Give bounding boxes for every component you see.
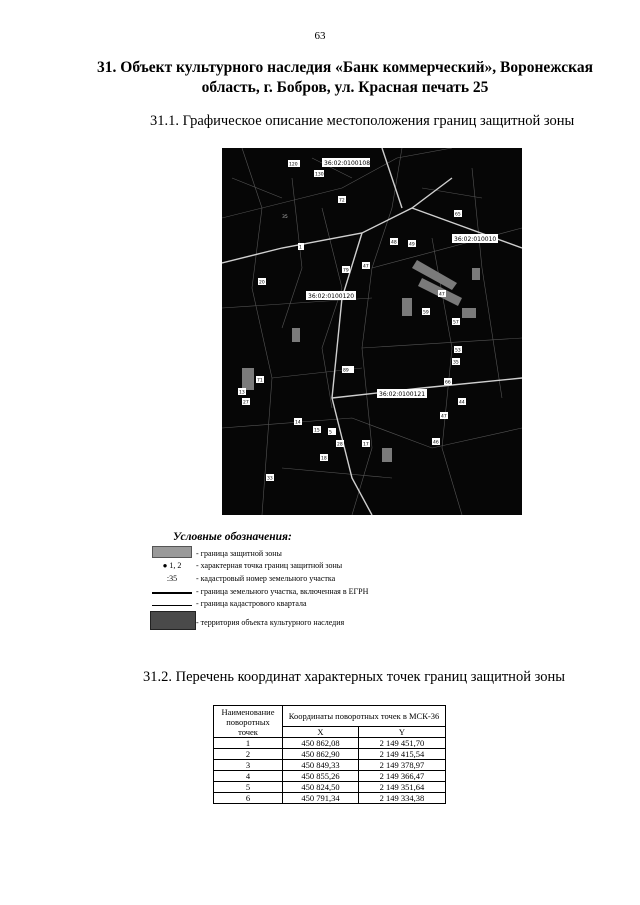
table-row <box>214 793 446 804</box>
legend-text: - кадастровый номер земельного участка <box>196 574 336 584</box>
coord-x: 450 791,34 <box>283 793 359 804</box>
legend-text: - граница защитной зоны <box>196 549 282 558</box>
header-x: X <box>283 727 359 738</box>
parcel-label: 35 <box>282 215 288 220</box>
quarter-label: 36:02:0100108 <box>324 160 371 167</box>
legend-symbol: :35 <box>166 574 178 584</box>
parcel-label: 71 <box>257 378 263 384</box>
legend-symbol: ● 1, 2 <box>162 561 182 571</box>
coord-y: 2 149 334,38 <box>358 793 445 804</box>
table-row <box>214 738 446 749</box>
title-line-1: 31. Объект культурного наследия «Банк коммерческий», Воронежская <box>97 59 593 76</box>
parcel-label: 72 <box>339 198 345 204</box>
parcel-label: 35 <box>453 360 459 366</box>
parcel-label: 15 <box>314 428 320 434</box>
quarter-labels <box>306 158 498 398</box>
parcel-label: 47 <box>441 414 447 420</box>
legend-item-zone-boundary <box>150 546 282 560</box>
legend-item-point <box>150 560 342 574</box>
parcel-label: 46 <box>433 440 439 446</box>
parcel-label: 20 <box>259 280 265 286</box>
legend-text: - граница земельного участка, включенная в ЕГРН <box>196 587 369 597</box>
legend-text: - характерная точка границ защитной зоны <box>196 561 343 571</box>
point-number: 5 <box>214 782 283 793</box>
parcel-label: 57 <box>453 320 459 326</box>
point-number: 6 <box>214 793 283 804</box>
point-number: 2 <box>214 749 283 760</box>
coord-x: 450 824,50 <box>283 782 359 793</box>
coord-y: 2 149 378,97 <box>358 760 445 771</box>
map-graphic <box>222 148 522 515</box>
parcel-label: 17 <box>363 442 369 448</box>
table-row <box>214 782 446 793</box>
legend-symbol <box>150 611 194 634</box>
legend-text: - территория объекта культурного наследия <box>196 617 345 627</box>
parcel-label: 44 <box>459 400 465 406</box>
coord-y: 2 149 415,54 <box>358 749 445 760</box>
legend-text: - граница кадастрового квартала <box>196 599 307 609</box>
parcel-label: 14 <box>295 420 301 426</box>
quarter-label: 36:02:010010 <box>454 236 497 243</box>
point-number: 4 <box>214 771 283 782</box>
parcel-label: 120 <box>289 162 298 168</box>
point-number: 3 <box>214 760 283 771</box>
parcel-label: 33 <box>267 476 273 482</box>
quarter-label: 36:02:0100120 <box>308 293 355 300</box>
table-row <box>214 749 446 760</box>
section-1-heading: 31.1. Графическое описание местоположения границ защитной зоны <box>150 113 575 129</box>
legend-item-heritage-territory <box>150 611 344 625</box>
parcel-boundaries <box>222 148 522 515</box>
legend-item-cadastral-number <box>150 573 335 587</box>
legend-symbol <box>150 586 194 598</box>
title-line-2: область, г. Бобров, ул. Красная печать 25 <box>201 79 489 96</box>
coordinates-table <box>213 705 446 804</box>
coord-x: 450 862,90 <box>283 749 359 760</box>
parcel-label: 27 <box>243 400 249 406</box>
parcel-label: 18 <box>321 456 327 462</box>
legend-title: Условные обозначения: <box>173 531 292 543</box>
coord-x: 450 855,26 <box>283 771 359 782</box>
coord-y: 2 149 451,70 <box>358 738 445 749</box>
parcel-label: 79 <box>343 268 349 274</box>
parcel-label: 66 <box>445 380 451 386</box>
section-2-heading: 31.2. Перечень координат характерных точек границ защитной зоны <box>143 669 565 685</box>
header-y: Y <box>358 727 445 738</box>
parcel-label: 59 <box>423 310 429 316</box>
parcel-label: 53 <box>455 348 461 354</box>
coord-y: 2 149 366,47 <box>358 771 445 782</box>
parcel-label: 28 <box>337 442 343 448</box>
parcel-label: 13 <box>239 390 245 396</box>
parcel-label: 47 <box>363 264 369 270</box>
table-row <box>214 760 446 771</box>
coord-y: 2 149 351,64 <box>358 782 445 793</box>
parcel-label: 49 <box>409 242 415 248</box>
quarter-boundaries <box>222 148 522 515</box>
parcel-label: 5 <box>329 430 332 436</box>
parcel-label: 1 <box>299 245 302 251</box>
coord-x: 450 849,33 <box>283 760 359 771</box>
page-number: 63 <box>314 30 326 42</box>
coord-x: 450 862,08 <box>283 738 359 749</box>
point-number: 1 <box>214 738 283 749</box>
document-title <box>60 58 630 98</box>
cadastral-map <box>222 148 522 515</box>
legend-item-quarter-boundary <box>150 598 307 612</box>
parcel-label: 48 <box>391 240 397 246</box>
parcel-label: 47 <box>439 292 445 298</box>
header-point-name: Наименование поворотных точек <box>214 706 283 738</box>
parcel-label: 130 <box>315 172 324 178</box>
legend-symbol <box>150 598 194 610</box>
table-row <box>214 771 446 782</box>
parcel-label: 89 <box>343 368 349 374</box>
parcel-labels <box>238 160 466 482</box>
quarter-label: 36:02:0100121 <box>379 391 426 398</box>
header-coordinates: Координаты поворотных точек в МСК-36 <box>283 706 446 727</box>
parcel-label: 65 <box>455 212 461 218</box>
